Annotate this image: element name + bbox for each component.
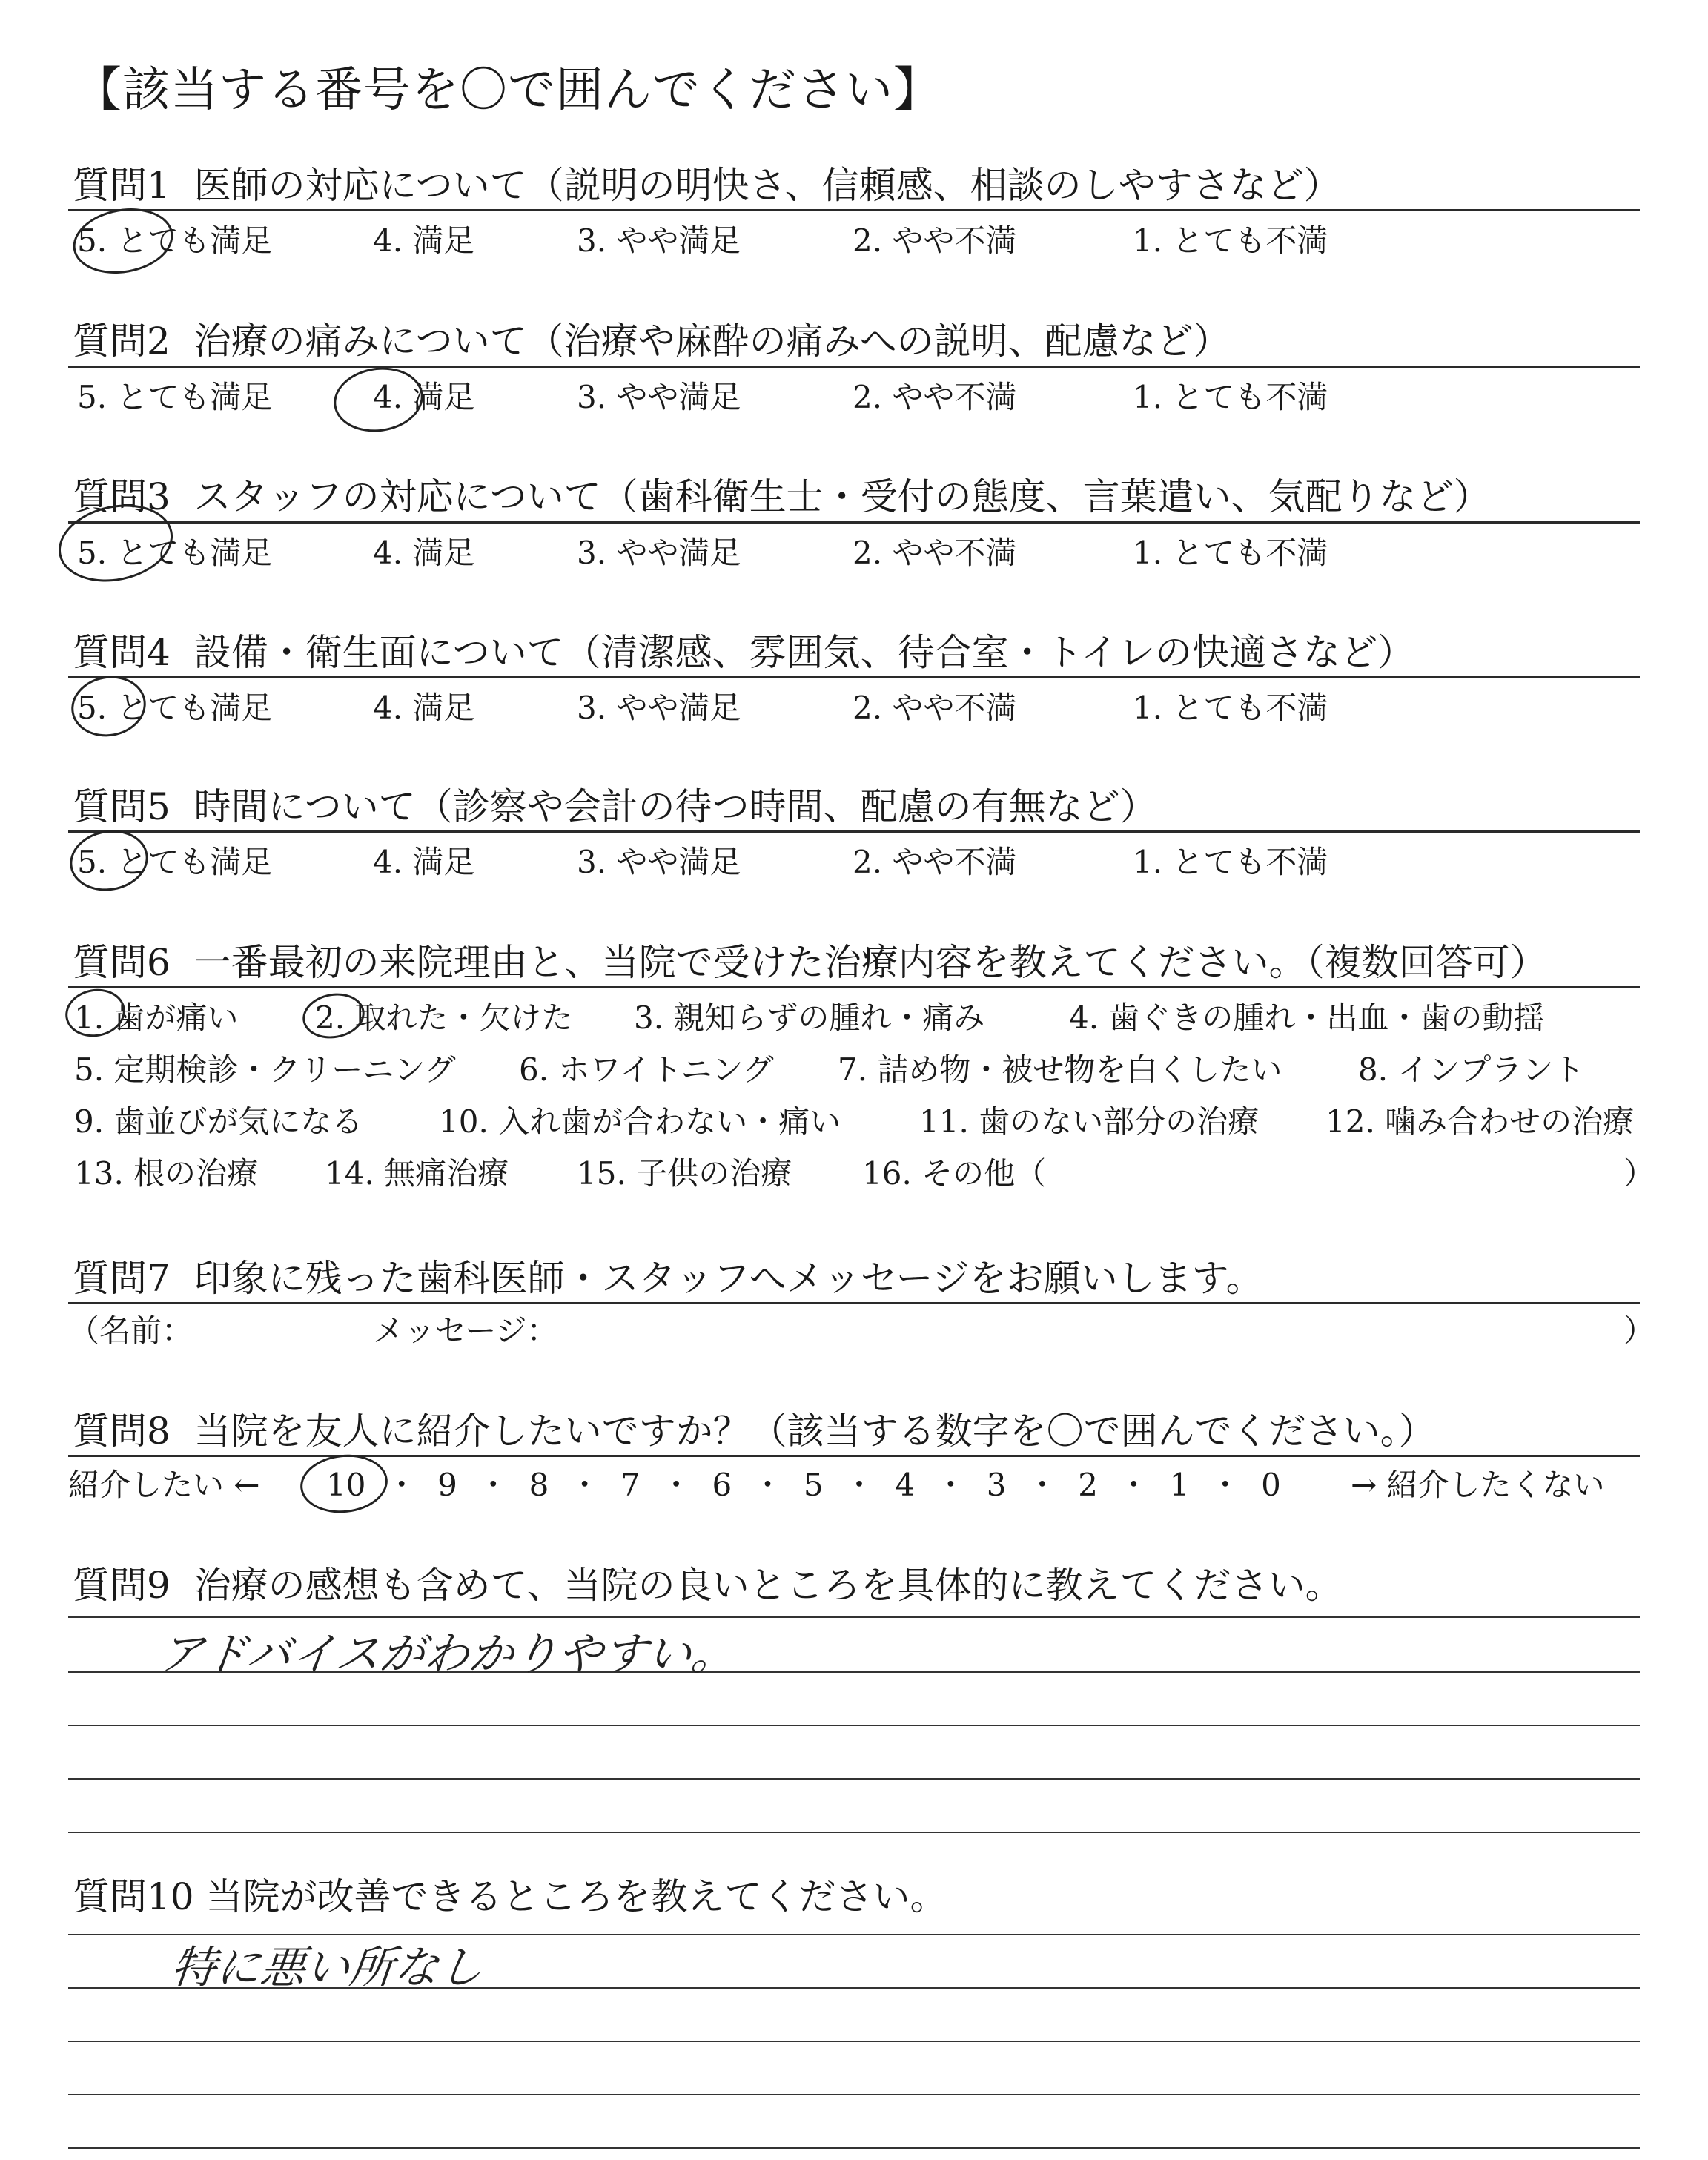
question-text: スタッフの対応について（歯科衛生士・受付の態度、言葉遣い、気配りなど）: [193, 475, 1491, 518]
scale-right-label: → 紹介したくない: [1351, 1467, 1605, 1503]
divider: [68, 366, 1640, 368]
scale-separator: ・: [650, 1467, 702, 1503]
q2-option-2[interactable]: 2. やや不満: [853, 379, 1017, 415]
handwritten-answer[interactable]: 特に悪い所なし: [168, 1942, 486, 1994]
question-label: 質問8: [73, 1410, 171, 1453]
scale-value[interactable]: 1: [1169, 1467, 1190, 1503]
q6-option-3[interactable]: 3. 親知らずの腫れ・痛み: [634, 1000, 985, 1036]
q6-option-9[interactable]: 9. 歯並びが気になる: [74, 1103, 363, 1140]
q5-option-3[interactable]: 3. やや満足: [577, 844, 741, 880]
q6-option-4[interactable]: 4. 歯ぐきの腫れ・出血・歯の動揺: [1069, 1000, 1545, 1036]
divider: [68, 986, 1640, 988]
question-2: [73, 311, 1231, 365]
scale-value[interactable]: 5: [803, 1467, 824, 1503]
q5-option-5[interactable]: 5. とても満足: [77, 844, 273, 880]
question-label: 質問1: [73, 164, 171, 207]
form-title: 【該当する番号を〇で囲んでください】: [74, 63, 941, 118]
recommend-scale: [326, 1461, 1281, 1505]
question-text: 時間について（診察や会計の待つ時間、配慮の有無など）: [193, 785, 1157, 828]
handwritten-answer[interactable]: アドバイスがわかりやすい。: [156, 1628, 739, 1680]
scale-value[interactable]: 3: [986, 1467, 1007, 1503]
answer-line: [68, 1778, 1640, 1780]
question-text: 当院が改善できるところを教えてください。: [205, 1875, 947, 1918]
q3-option-3[interactable]: 3. やや満足: [577, 535, 741, 571]
question-label: 質問2: [73, 320, 171, 363]
question-6: [73, 933, 1547, 986]
scale-value[interactable]: 0: [1261, 1467, 1281, 1503]
question-label: 質問10: [73, 1875, 194, 1918]
q4-option-4[interactable]: 4. 満足: [373, 690, 475, 726]
q6-option-6[interactable]: 6. ホワイトニング: [519, 1051, 774, 1088]
q6-option-14[interactable]: 14. 無痛治療: [325, 1155, 509, 1192]
q6-option-10[interactable]: 10. 入れ歯が合わない・痛い: [439, 1103, 841, 1140]
question-9: [73, 1556, 1343, 1609]
answer-line: [68, 2147, 1640, 2149]
scale-value[interactable]: 2: [1078, 1467, 1098, 1503]
name-field-label[interactable]: （名前：: [68, 1312, 193, 1349]
q6-option-12[interactable]: 12. 噛み合わせの治療: [1325, 1103, 1635, 1140]
q4-option-2[interactable]: 2. やや不満: [853, 690, 1017, 726]
q2-option-5[interactable]: 5. とても満足: [77, 379, 273, 415]
scale-separator: ・: [1016, 1467, 1068, 1503]
question-label: 質問9: [73, 1564, 171, 1607]
question-text: 一番最初の来院理由と、当院で受けた治療内容を教えてください。（複数回答可）: [193, 941, 1547, 984]
q5-option-1[interactable]: 1. とても不満: [1133, 844, 1328, 880]
scale-value[interactable]: 9: [437, 1467, 457, 1503]
question-label: 質問3: [73, 475, 171, 518]
q2-option-1[interactable]: 1. とても不満: [1133, 379, 1328, 415]
message-field-label[interactable]: メッセージ：: [373, 1312, 558, 1349]
q4-option-3[interactable]: 3. やや満足: [577, 690, 741, 726]
scale-value[interactable]: 7: [620, 1467, 640, 1503]
q3-option-5[interactable]: 5. とても満足: [77, 535, 273, 571]
q6-option-13[interactable]: 13. 根の治療: [74, 1155, 259, 1192]
scale-separator: ・: [1199, 1467, 1251, 1503]
question-8: [73, 1401, 1436, 1455]
question-label: 質問7: [73, 1257, 171, 1300]
scale-separator: ・: [742, 1467, 793, 1503]
q6-option-7[interactable]: 7. 詰め物・被せ物を白くしたい: [838, 1051, 1282, 1088]
scale-separator: ・: [559, 1467, 611, 1503]
q5-option-2[interactable]: 2. やや不満: [853, 844, 1017, 880]
question-text: 治療の痛みについて（治療や麻酔の痛みへの説明、配慮など）: [193, 320, 1231, 363]
scale-separator: ・: [467, 1467, 519, 1503]
question-text: 印象に残った歯科医師・スタッフへメッセージをお願いします。: [193, 1257, 1263, 1300]
q3-option-4[interactable]: 4. 満足: [373, 535, 475, 571]
q6-option-8[interactable]: 8. インプラント: [1358, 1051, 1585, 1088]
q2-option-4[interactable]: 4. 満足: [373, 379, 475, 415]
question-text: 設備・衛生面について（清潔感、雰囲気、待合室・トイレの快適さなど）: [193, 631, 1415, 674]
scale-left-label: 紹介したい ←: [68, 1467, 260, 1503]
divider: [68, 521, 1640, 524]
scale-separator: ・: [1108, 1467, 1159, 1503]
scale-value[interactable]: 4: [895, 1467, 916, 1503]
q6-option-16[interactable]: 16. その他（: [862, 1155, 1047, 1192]
question-1: [73, 156, 1341, 209]
answer-line: [68, 1832, 1640, 1833]
q6-option-5[interactable]: 5. 定期検診・クリーニング: [74, 1051, 456, 1088]
q1-option-3[interactable]: 3. やや満足: [577, 222, 741, 259]
scale-separator: ・: [376, 1467, 428, 1503]
question-label: 質問4: [73, 631, 171, 674]
q4-option-1[interactable]: 1. とても不満: [1133, 690, 1328, 726]
question-10: [73, 1867, 947, 1920]
divider: [68, 676, 1640, 678]
q5-option-4[interactable]: 4. 満足: [373, 844, 475, 880]
q2-option-3[interactable]: 3. やや満足: [577, 379, 741, 415]
answer-line: [68, 2094, 1640, 2095]
scale-value[interactable]: 6: [712, 1467, 732, 1503]
q6-option-1[interactable]: 1. 歯が痛い: [74, 1000, 239, 1036]
question-text: 医師の対応について（説明の明快さ、信頼感、相談のしやすさなど）: [193, 164, 1341, 207]
close-paren: ）: [1623, 1312, 1655, 1349]
q6-option-11[interactable]: 11. 歯のない部分の治療: [919, 1103, 1260, 1140]
q1-option-1[interactable]: 1. とても不満: [1133, 222, 1328, 259]
q4-option-5[interactable]: 5. とても満足: [77, 690, 273, 726]
q3-option-2[interactable]: 2. やや不満: [853, 535, 1017, 571]
question-3: [73, 467, 1491, 521]
divider: [68, 209, 1640, 211]
q1-option-4[interactable]: 4. 満足: [373, 222, 475, 259]
question-label: 質問6: [73, 941, 171, 984]
question-7: [73, 1249, 1263, 1302]
answer-line: [68, 1725, 1640, 1726]
answer-line: [68, 1616, 1640, 1618]
question-text: 当院を友人に紹介したいですか？（該当する数字を〇で囲んでください。）: [193, 1410, 1436, 1453]
close-paren: ）: [1623, 1155, 1655, 1192]
question-text: 治療の感想も含めて、当院の良いところを具体的に教えてください。: [193, 1564, 1343, 1607]
scale-separator: ・: [833, 1467, 885, 1503]
q1-option-5[interactable]: 5. とても満足: [77, 222, 273, 259]
q1-option-2[interactable]: 2. やや不満: [853, 222, 1017, 259]
question-5: [73, 777, 1157, 830]
divider: [68, 1302, 1640, 1304]
scale-separator: ・: [925, 1467, 976, 1503]
q6-option-15[interactable]: 15. 子供の治療: [577, 1155, 792, 1192]
scale-value[interactable]: 8: [529, 1467, 549, 1503]
scale-value[interactable]: 10: [326, 1467, 366, 1503]
divider: [68, 1455, 1640, 1457]
q3-option-1[interactable]: 1. とても不満: [1133, 535, 1328, 571]
answer-line: [68, 2041, 1640, 2042]
q6-option-2[interactable]: 2. 取れた・欠けた: [315, 1000, 573, 1036]
divider: [68, 830, 1640, 833]
question-4: [73, 623, 1414, 676]
question-label: 質問5: [73, 785, 171, 828]
